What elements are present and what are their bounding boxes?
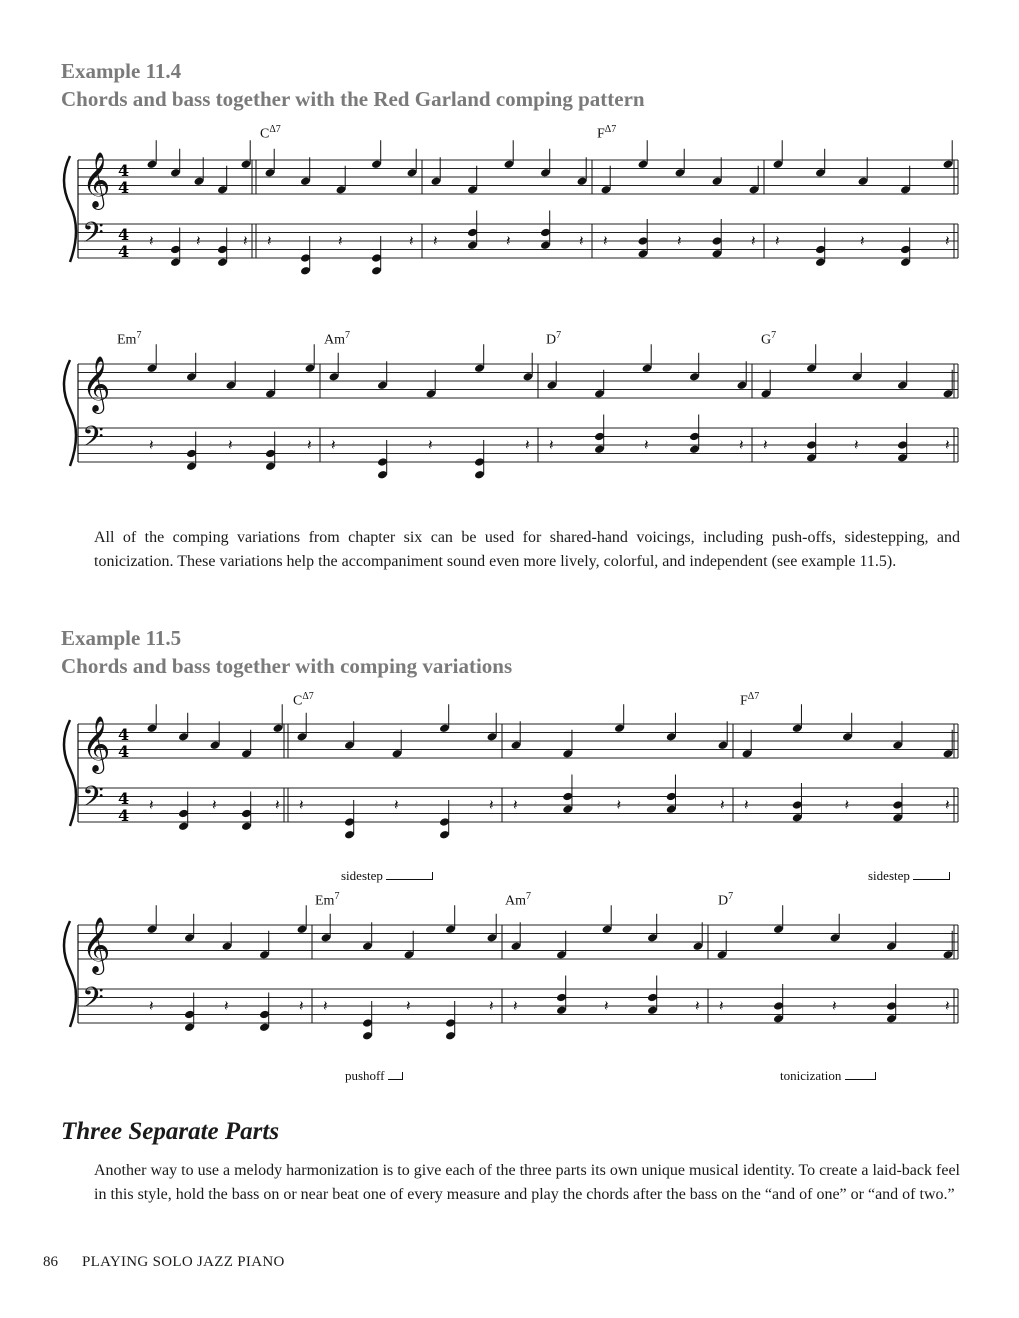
rest-icon: 𝄽 (549, 436, 554, 455)
chord-symbol: $D^7$ (546, 330, 562, 348)
bass-clef-icon: 𝄢 (82, 420, 104, 461)
rest-icon: 𝄽 (433, 232, 438, 251)
rest-icon: 𝄽 (331, 436, 336, 455)
rest-icon: 𝄽 (695, 997, 700, 1016)
annotation-sidestep: sidestep (868, 868, 950, 884)
rest-icon: 𝄽 (775, 232, 780, 251)
treble-clef-icon: 𝄞 (82, 356, 111, 412)
rest-icon: 𝄽 (513, 796, 518, 815)
treble-clef-icon: 𝄞 (82, 917, 111, 973)
annotation-tonicization: tonicization (780, 1068, 876, 1084)
rest-icon: 𝄽 (394, 796, 399, 815)
example-number: Example 11.4 (61, 59, 182, 83)
time-signature: 4 (118, 789, 130, 808)
chord-symbol: $D^7$ (718, 891, 734, 909)
rest-icon: 𝄽 (149, 232, 154, 251)
example-title: Chords and bass together with the Red Garland comping pattern (61, 87, 645, 111)
rest-icon: 𝄽 (299, 997, 304, 1016)
rest-icon: 𝄽 (945, 997, 950, 1016)
chord-symbol: Em$^7$ (315, 891, 340, 909)
rest-icon: 𝄽 (525, 436, 530, 455)
time-signature: 4 (118, 225, 130, 244)
rest-icon: 𝄽 (299, 796, 304, 815)
time-signature: 4 (118, 178, 130, 197)
rest-icon: 𝄽 (677, 232, 682, 251)
rest-icon: 𝄽 (844, 796, 850, 815)
rest-icon: 𝄽 (751, 232, 756, 251)
running-footer: PLAYING SOLO JAZZ PIANO (82, 1254, 285, 1270)
annotation-pushoff: pushoff (345, 1068, 403, 1084)
time-signature: 4 (118, 742, 130, 761)
rest-icon: 𝄽 (228, 436, 233, 455)
rest-icon: 𝄽 (616, 796, 622, 815)
rest-icon: 𝄽 (763, 436, 768, 455)
example-number: Example 11.5 (61, 626, 182, 650)
rest-icon: 𝄽 (603, 232, 608, 251)
rest-icon: 𝄽 (739, 436, 744, 455)
rest-icon: 𝄽 (579, 232, 584, 251)
rest-icon: 𝄽 (945, 436, 950, 455)
example-title: Chords and bass together with comping variations (61, 654, 513, 678)
rest-icon: 𝄽 (832, 997, 837, 1016)
bass-clef-icon: 𝄢 (82, 780, 104, 821)
bass-clef-icon: 𝄢 (82, 981, 104, 1022)
rest-icon: 𝄽 (243, 232, 248, 251)
time-signature: 4 (118, 806, 130, 825)
rest-icon: 𝄽 (149, 997, 154, 1016)
brace (64, 921, 76, 1027)
section-heading: Three Separate Parts (61, 1118, 280, 1145)
rest-icon: 𝄽 (720, 796, 725, 815)
chord-symbol: $F^{\Delta 7}$ (740, 691, 760, 709)
rest-icon: 𝄽 (489, 796, 494, 815)
rest-icon: 𝄽 (489, 997, 494, 1016)
rest-icon: 𝄽 (267, 232, 272, 251)
rest-icon: 𝄽 (644, 436, 649, 455)
chord-symbol: Am$^7$ (505, 891, 531, 909)
rest-icon: 𝄽 (338, 232, 343, 251)
rest-icon: 𝄽 (945, 796, 950, 815)
time-signature: 4 (118, 242, 130, 261)
rest-icon: 𝄽 (149, 436, 154, 455)
rest-icon: 𝄽 (860, 232, 865, 251)
time-signature: 4 (118, 725, 130, 744)
rest-icon: 𝄽 (506, 232, 511, 251)
rest-icon: 𝄽 (149, 796, 154, 815)
rest-icon: 𝄽 (212, 796, 217, 815)
rest-icon: 𝄽 (744, 796, 749, 815)
bass-clef-icon: 𝄢 (82, 216, 104, 257)
treble-clef-icon: 𝄞 (82, 152, 111, 208)
chord-symbol: $C^{\Delta 7}$ (260, 124, 281, 142)
chord-symbol: Em$^7$ (117, 330, 142, 348)
chord-symbol: $F^{\Delta 7}$ (597, 124, 617, 142)
rest-icon: 𝄽 (196, 232, 201, 251)
annotation-sidestep: sidestep (341, 868, 433, 884)
treble-clef-icon: 𝄞 (82, 716, 111, 772)
chord-symbol: $G^7$ (761, 330, 777, 348)
body-paragraph: All of the comping variations from chapter six can be used for shared-hand voicings, including push-offs, sidestepping, and tonicization. These variations help the accompaniment sound even more lively, colorful, and independent (see example 11.5). (94, 529, 960, 570)
rest-icon: 𝄽 (409, 232, 414, 251)
rest-icon: 𝄽 (406, 997, 411, 1016)
body-paragraph: Another way to use a melody harmonization is to give each of the three parts its own unique musical identity. To create a laid-back feel in this style, hold the bass on or near beat one of every measure and play the chords after the bass on the “and of one” or “and of two.” (94, 1162, 960, 1203)
rest-icon: 𝄽 (275, 796, 280, 815)
rest-icon: 𝄽 (513, 997, 518, 1016)
rest-icon: 𝄽 (854, 436, 859, 455)
rest-icon: 𝄽 (428, 436, 433, 455)
chord-symbol: $C^{\Delta 7}$ (293, 691, 314, 709)
page-number: 86 (43, 1254, 58, 1270)
rest-icon: 𝄽 (604, 997, 609, 1016)
chord-symbol: Am$^7$ (324, 330, 350, 348)
time-signature: 4 (118, 161, 130, 180)
rest-icon: 𝄽 (945, 232, 950, 251)
rest-icon: 𝄽 (719, 997, 724, 1016)
rest-icon: 𝄽 (307, 436, 312, 455)
rest-icon: 𝄽 (224, 997, 229, 1016)
rest-icon: 𝄽 (323, 997, 328, 1016)
